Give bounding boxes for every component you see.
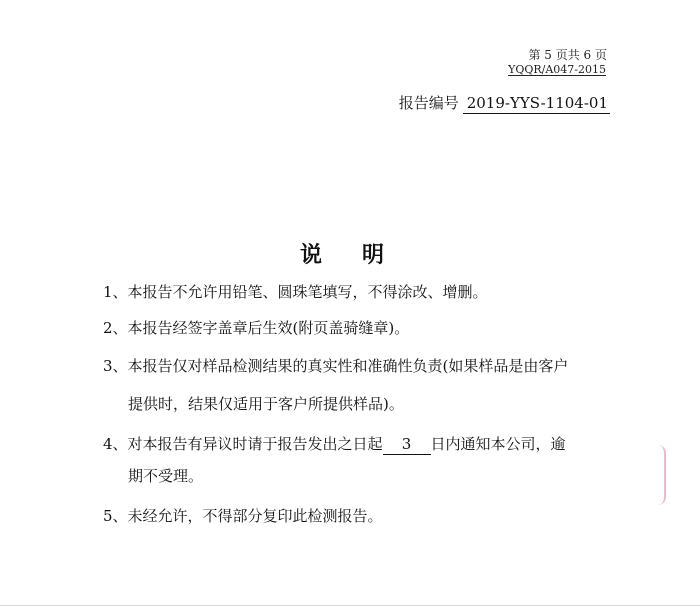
note-item-4-line-2: 期不受理。: [128, 467, 204, 485]
seal-edge-mark: [658, 445, 666, 505]
note-item-3-line-2: 提供时，结果仅适用于客户所提供样品)。: [128, 395, 404, 413]
note-item-4-suffix: 日内通知本公司，逾: [430, 435, 566, 453]
form-code: YQQR/A047-2015: [508, 63, 606, 76]
title-char-2: 明: [362, 242, 385, 268]
objection-days: 3: [383, 434, 431, 455]
note-item-2: 2、本报告经签字盖章后生效(附页盖骑缝章)。: [103, 319, 410, 337]
note-item-3-line-1: 3、本报告仅对样品检测结果的真实性和准确性负责(如果样品是由客户: [103, 357, 569, 375]
page-bottom-edge: [0, 605, 700, 606]
report-number-value: 2019-YYS-1104-01: [463, 94, 610, 114]
page-title: [300, 238, 384, 269]
report-number: [399, 92, 610, 113]
note-item-4-prefix: 4、对本报告有异议时请于报告发出之日起: [103, 435, 383, 453]
note-item-1: 1、本报告不允许用铅笔、圆珠笔填写，不得涂改、增删。: [103, 283, 488, 301]
report-number-label: 报告编号: [398, 94, 459, 112]
note-item-4-line-1: [103, 434, 566, 455]
page-number: 第 5 页共 6 页: [528, 48, 607, 62]
title-char-1: 说: [300, 242, 323, 268]
note-item-5: 5、未经允许，不得部分复印此检测报告。: [103, 507, 383, 525]
